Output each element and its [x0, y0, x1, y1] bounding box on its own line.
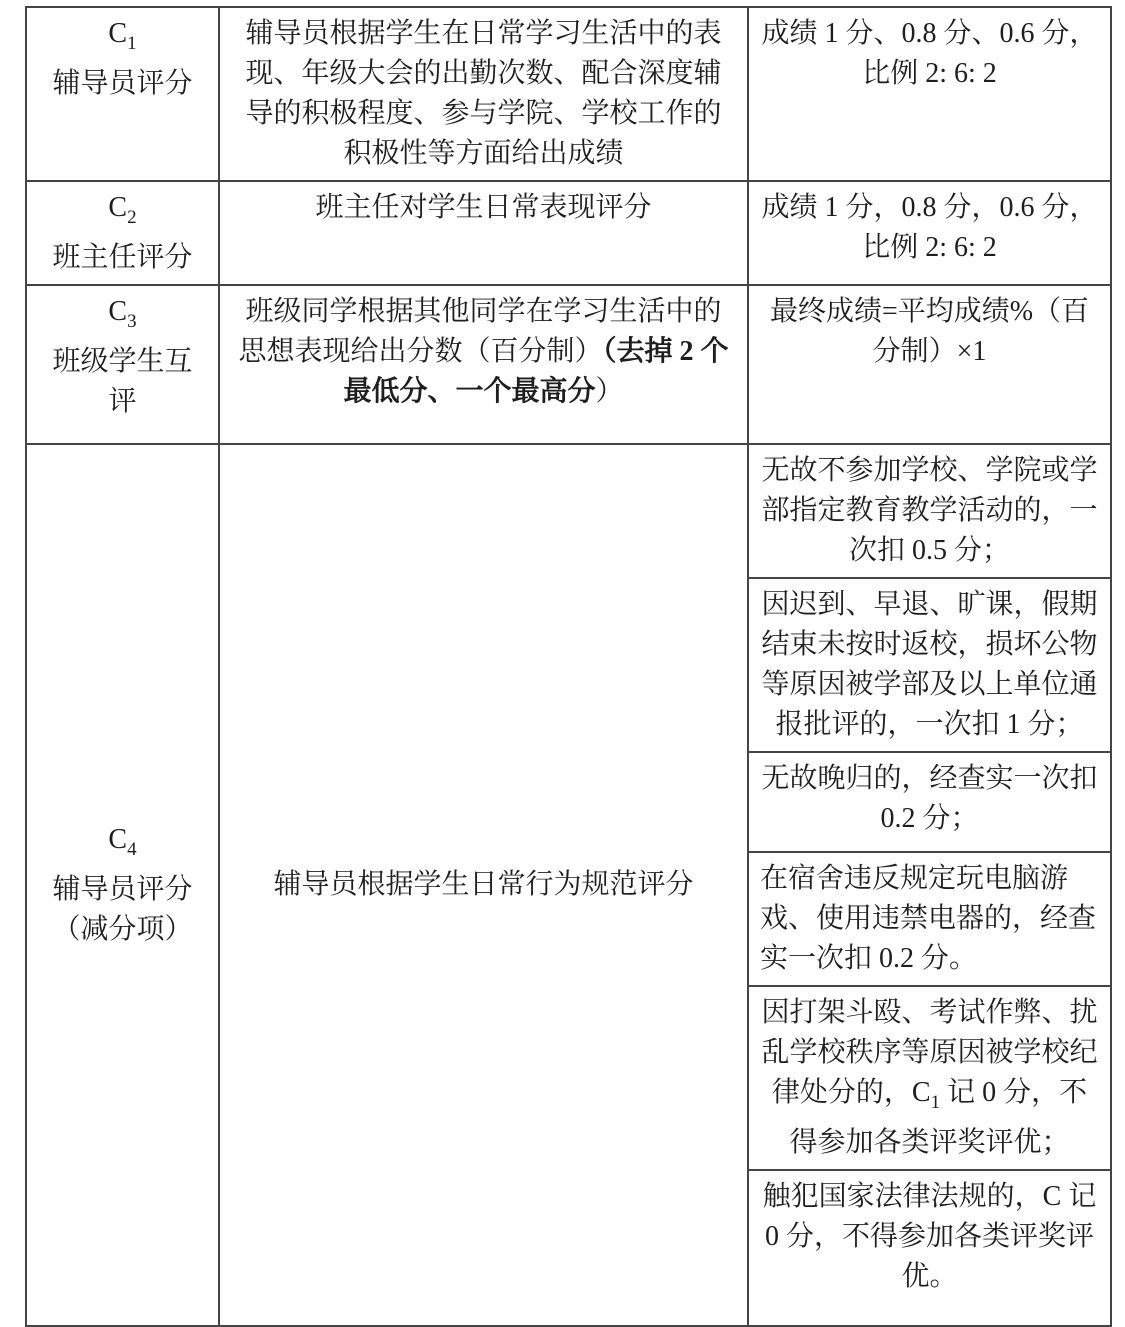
deduction-item-cell-4: 在宿舍违反规定玩电脑游戏、使用违禁电器的，经查实一次扣 0.2 分。	[748, 852, 1111, 986]
criterion-description-cell-c1: 辅导员根据学生在日常学习生活中的表现、年级大会的出勤次数、配合深度辅导的积极程度、参与学院、学校工作的积极性等方面给出成绩	[219, 7, 748, 181]
criterion-scoring-cell-c1: 成绩 1 分、0.8 分、0.6 分，比例 2: 6: 2	[748, 7, 1111, 181]
deduction-item-cell-5	[748, 986, 1111, 1170]
deduction-5-post: 记 0 分，不得参加各类评奖评优；	[789, 1077, 1088, 1158]
criterion-name-note-c4: （减分项）	[52, 914, 193, 945]
description-normal-segment: 班级同学根据其他同学在学习生活中的思想表现给出分数（百分制）	[238, 296, 722, 367]
criterion-name-c4: 辅导员评分	[52, 874, 193, 905]
criterion-code-cell-c1	[26, 7, 219, 181]
evaluation-criteria-table	[25, 6, 1112, 1327]
criterion-code-cell-c4	[26, 444, 219, 1326]
criterion-scoring-cell-c3: 最终成绩=平均成绩%（百分制）×1	[748, 285, 1111, 444]
criterion-code-cell-c2	[26, 181, 219, 285]
criterion-code-c1	[39, 14, 206, 64]
criterion-description-cell-c4: 辅导员根据学生日常行为规范评分	[219, 444, 748, 1326]
deduction-item-cell-6: 触犯国家法律法规的，C 记 0 分，不得参加各类评奖评优。	[748, 1170, 1111, 1326]
criterion-name-c1: 辅导员评分	[52, 68, 193, 99]
code-letter: C	[108, 296, 128, 327]
code-subscript: 3	[127, 311, 137, 332]
criterion-name-c2: 班主任评分	[52, 242, 193, 273]
criterion-scoring-cell-c2: 成绩 1 分，0.8 分，0.6 分，比例 2: 6: 2	[748, 181, 1111, 285]
criteria-row-c2	[26, 181, 1111, 285]
description-tail-segment: ）	[595, 376, 624, 407]
code-subscript: 1	[127, 33, 137, 54]
criterion-code-cell-c3	[26, 285, 219, 444]
deduction-5-code-subscript: 1	[930, 1092, 941, 1113]
criterion-description-cell-c2: 班主任对学生日常表现评分	[219, 181, 748, 285]
criteria-row-c3	[26, 285, 1111, 444]
deduction-item-cell-1: 无故不参加学校、学院或学部指定教育教学活动的，一次扣 0.5 分；	[748, 444, 1111, 578]
code-subscript: 4	[127, 839, 137, 860]
description-bold-segment: （去掉 2 个最低分、一个最高分	[343, 336, 729, 407]
code-subscript: 2	[127, 207, 137, 228]
deduction-5-pre: 因打架斗殴、考试作弊、扰乱学校秩序等原因被学校纪律处分的，C	[761, 997, 1098, 1108]
criterion-description-cell-c3	[219, 285, 748, 444]
deduction-item-cell-2: 因迟到、早退、旷课，假期结束未按时返校，损坏公物等原因被学部及以上单位通报批评的，一次扣 1 分；	[748, 578, 1111, 752]
code-letter: C	[108, 192, 128, 223]
criterion-code-c4	[39, 820, 206, 870]
code-letter: C	[108, 18, 128, 49]
criteria-row-c1	[26, 7, 1111, 181]
criterion-code-c2	[39, 188, 206, 238]
criterion-name-c3: 班级学生互评	[52, 346, 193, 417]
criteria-row-c4	[26, 444, 1111, 578]
criterion-code-c3	[39, 292, 206, 342]
deduction-item-cell-3: 无故晚归的，经查实一次扣 0.2 分；	[748, 752, 1111, 852]
code-letter: C	[108, 824, 128, 855]
